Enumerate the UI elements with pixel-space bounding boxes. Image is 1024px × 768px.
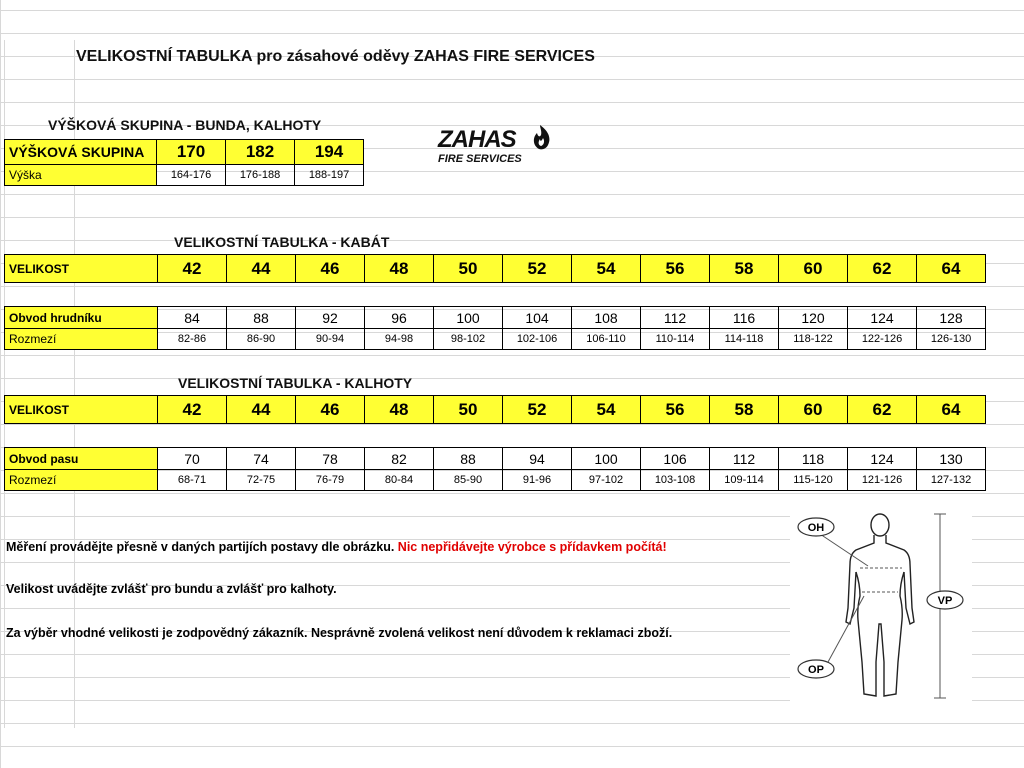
coat-measure-cell: 104	[503, 307, 572, 329]
coat-size-row	[5, 255, 986, 283]
coat-size-cell: 46	[296, 255, 365, 283]
coat-size-cell: 64	[917, 255, 986, 283]
flame-icon	[534, 125, 550, 149]
pants-range-row	[5, 470, 986, 491]
coat-range-cell: 102-106	[503, 329, 572, 350]
coat-measure-cell: 128	[917, 307, 986, 329]
coat-range-cell: 98-102	[434, 329, 503, 350]
pants-measure-cell: 112	[710, 448, 779, 470]
pants-measure-cell: 118	[779, 448, 848, 470]
height-range-cell: 164-176	[157, 165, 226, 186]
note-separate-sizes: Velikost uvádějte zvlášť pro bundu a zvlášť pro kalhoty.	[6, 582, 337, 596]
pants-range-cell: 121-126	[848, 470, 917, 491]
note-responsibility: Za výběr vhodné velikosti je zodpovědný zákazník. Nesprávně zvolená velikost není důvodem k reklamaci zboží.	[6, 626, 673, 640]
pants-measure-cell: 94	[503, 448, 572, 470]
figure-background	[790, 512, 972, 712]
pants-size-cell: 46	[296, 396, 365, 424]
pants-size-cell: 54	[572, 396, 641, 424]
coat-range-cell: 90-94	[296, 329, 365, 350]
pants-measure-cell: 130	[917, 448, 986, 470]
pants-measure-cell: 74	[227, 448, 296, 470]
coat-size-cell: 54	[572, 255, 641, 283]
height-group-cell: 182	[226, 140, 295, 165]
height-section-heading: VÝŠKOVÁ SKUPINA - BUNDA, KALHOTY	[48, 117, 322, 133]
height-group-table	[4, 139, 364, 186]
coat-size-cell: 60	[779, 255, 848, 283]
coat-range-cell: 118-122	[779, 329, 848, 350]
pants-range-cell: 91-96	[503, 470, 572, 491]
pants-measure-cell: 70	[158, 448, 227, 470]
coat-range-cell: 122-126	[848, 329, 917, 350]
pants-range-cell: 85-90	[434, 470, 503, 491]
coat-measure-label: Obvod hrudníku	[5, 307, 158, 329]
pants-size-cell: 44	[227, 396, 296, 424]
logo-tagline-text: FIRE SERVICES	[438, 153, 522, 164]
coat-measure-cell: 116	[710, 307, 779, 329]
height-range-cell: 176-188	[226, 165, 295, 186]
coat-size-cell: 48	[365, 255, 434, 283]
pants-measure-table	[4, 447, 986, 491]
coat-range-label: Rozmezí	[5, 329, 158, 350]
pants-measure-cell: 82	[365, 448, 434, 470]
coat-measure-cell: 124	[848, 307, 917, 329]
note-measurement-text: Měření provádějte přesně v daných partijích postavy dle obrázku.	[6, 540, 395, 554]
pants-range-cell: 97-102	[572, 470, 641, 491]
pants-range-cell: 103-108	[641, 470, 710, 491]
pants-measure-row	[5, 448, 986, 470]
pants-size-cell: 52	[503, 396, 572, 424]
pants-measure-cell: 106	[641, 448, 710, 470]
op-label-text: OP	[808, 664, 824, 676]
pants-range-cell: 80-84	[365, 470, 434, 491]
pants-range-cell: 72-75	[227, 470, 296, 491]
pants-size-cell: 50	[434, 396, 503, 424]
pants-measure-label: Obvod pasu	[5, 448, 158, 470]
coat-size-cell: 62	[848, 255, 917, 283]
vp-label-text: VP	[937, 595, 953, 607]
height-label: Výška	[5, 165, 157, 186]
coat-size-cell: 42	[158, 255, 227, 283]
page-title: VELIKOSTNÍ TABULKA pro zásahové oděvy ZAHAS FIRE SERVICES	[76, 48, 595, 65]
coat-measure-cell: 120	[779, 307, 848, 329]
pants-section-heading: VELIKOSTNÍ TABULKA - KALHOTY	[178, 375, 413, 391]
pants-size-cell: 56	[641, 396, 710, 424]
body-measurement-figure	[790, 512, 972, 712]
pants-range-label: Rozmezí	[5, 470, 158, 491]
coat-size-table	[4, 254, 986, 283]
coat-range-cell: 82-86	[158, 329, 227, 350]
coat-measure-cell: 112	[641, 307, 710, 329]
pants-range-cell: 115-120	[779, 470, 848, 491]
coat-measure-row	[5, 307, 986, 329]
coat-measure-cell: 84	[158, 307, 227, 329]
pants-measure-cell: 78	[296, 448, 365, 470]
pants-size-table	[4, 395, 986, 424]
coat-size-cell: 44	[227, 255, 296, 283]
oh-label-text: OH	[807, 522, 825, 534]
pants-size-cell: 62	[848, 396, 917, 424]
coat-size-cell: 58	[710, 255, 779, 283]
coat-size-cell: 50	[434, 255, 503, 283]
logo-name-text: ZAHAS	[438, 126, 516, 153]
coat-size-cell: 56	[641, 255, 710, 283]
pants-measure-cell: 124	[848, 448, 917, 470]
note-measurement	[6, 540, 667, 554]
pants-size-cell: 48	[365, 396, 434, 424]
pants-size-cell: 58	[710, 396, 779, 424]
height-range-row	[5, 165, 364, 186]
pants-range-cell: 68-71	[158, 470, 227, 491]
pants-size-row	[5, 396, 986, 424]
height-group-row	[5, 140, 364, 165]
coat-measure-cell: 108	[572, 307, 641, 329]
coat-measure-cell: 88	[227, 307, 296, 329]
height-group-cell: 170	[157, 140, 226, 165]
pants-size-cell: 42	[158, 396, 227, 424]
coat-section-heading: VELIKOSTNÍ TABULKA - KABÁT	[174, 234, 390, 250]
coat-range-cell: 106-110	[572, 329, 641, 350]
pants-range-cell: 76-79	[296, 470, 365, 491]
height-group-cell: 194	[295, 140, 364, 165]
coat-range-cell: 126-130	[917, 329, 986, 350]
coat-measure-cell: 100	[434, 307, 503, 329]
coat-range-cell: 86-90	[227, 329, 296, 350]
coat-range-cell: 114-118	[710, 329, 779, 350]
pants-size-label: VELIKOST	[5, 396, 158, 424]
pants-range-cell: 109-114	[710, 470, 779, 491]
coat-measure-table	[4, 306, 986, 350]
note-warning-text: Nic nepřidávejte výrobce s přídavkem počítá!	[397, 540, 667, 554]
zahas-logo	[436, 124, 556, 164]
coat-range-cell: 110-114	[641, 329, 710, 350]
pants-size-cell: 60	[779, 396, 848, 424]
pants-size-cell: 64	[917, 396, 986, 424]
pants-measure-cell: 88	[434, 448, 503, 470]
coat-range-row	[5, 329, 986, 350]
coat-measure-cell: 92	[296, 307, 365, 329]
coat-size-label: VELIKOST	[5, 255, 158, 283]
height-group-label: VÝŠKOVÁ SKUPINA	[5, 140, 157, 165]
vp-label	[927, 591, 963, 609]
height-range-cell: 188-197	[295, 165, 364, 186]
op-label	[798, 660, 834, 678]
oh-label	[798, 518, 834, 536]
coat-range-cell: 94-98	[365, 329, 434, 350]
pants-measure-cell: 100	[572, 448, 641, 470]
coat-size-cell: 52	[503, 255, 572, 283]
pants-range-cell: 127-132	[917, 470, 986, 491]
coat-measure-cell: 96	[365, 307, 434, 329]
